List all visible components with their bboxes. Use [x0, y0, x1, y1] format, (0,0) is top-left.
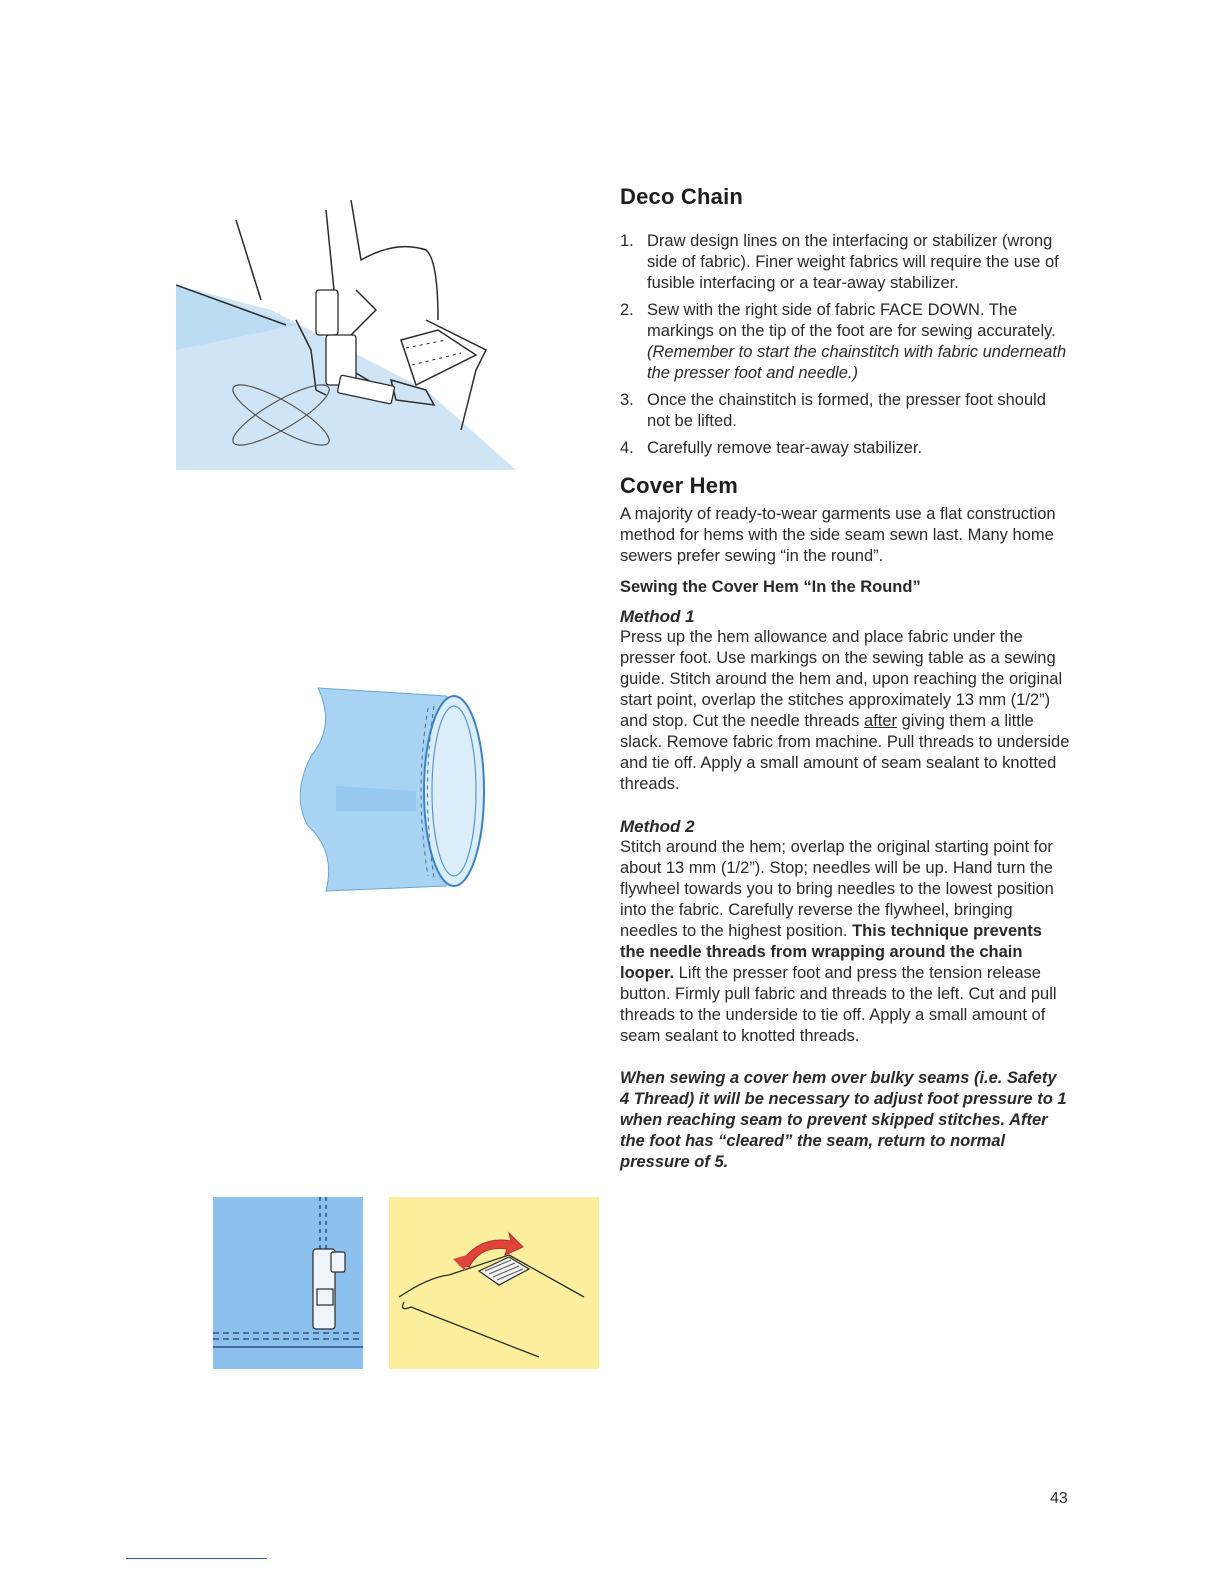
- sleeve-illustration: [296, 686, 486, 896]
- deco-chain-steps: [620, 231, 1070, 459]
- list-item: 1. Draw design lines on the interfacing or stabilizer (wrong side of fabric). Finer weight fabrics will require the use of fusible interfacing or a tear-away stabilizer.: [620, 232, 1059, 292]
- footer-divider: [126, 1558, 267, 1559]
- yellow-background: [389, 1197, 599, 1369]
- method-2-text: Stitch around the hem; overlap the original starting point for about 13 mm (1/2”). Stop; needles will be up. Hand turn the flywheel towards you to bring needles to the lowest position into the fabric. Carefully reverse the flywheel, bringing needles to the highest position. This technique prevents the needle threads from wrapping around the chain looper. Lift the presser foot and press the tension release button. Firmly pull fabric and threads to the left. Cut and pull threads to the underside to tie off. Apply a small amount of seam sealant to knotted threads.: [620, 838, 1057, 1045]
- deco-chain-heading: Deco Chain: [620, 184, 744, 209]
- hem-opening: [424, 696, 484, 886]
- in-the-round-subheading: Sewing the Cover Hem “In the Round”: [620, 578, 921, 596]
- deco-chain-illustration: [176, 190, 516, 470]
- pressure-dial-illustration: [389, 1197, 599, 1369]
- list-item: 2. Sew with the right side of fabric FACE DOWN. The markings on the tip of the foot are for sewing accurately. (Remember to start the chainstitch with fabric underneath the presser foot and needle.): [620, 301, 1067, 382]
- method-2-title: Method 2: [620, 817, 695, 836]
- cover-hem-intro: A majority of ready-to-wear garments use a flat construction method for hems with the side seam sewn last. Many home sewers prefer sewing “in the round”.: [620, 505, 1056, 565]
- foot-over-seam-illustration: [213, 1197, 363, 1369]
- page-number: 43: [1050, 1490, 1068, 1507]
- list-item: 4. Carefully remove tear-away stabilizer.: [620, 439, 923, 457]
- method-1-title: Method 1: [620, 607, 695, 626]
- text-column: [620, 186, 1070, 1173]
- list-item: 3. Once the chainstitch is formed, the presser foot should not be lifted.: [620, 391, 1046, 430]
- method-1-text: Press up the hem allowance and place fabric under the presser foot. Use markings on the sewing table as a sewing guide. Stitch around the hem and, upon reaching the original start point, overlap the stitches approximately 13 mm (1/2”) and stop. Cut the needle threads after giving them a little slack. Remove fabric from machine. Pull threads to underside and tie off. Apply a small amount of seam sealant to knotted threads.: [620, 628, 1070, 793]
- cover-hem-heading: Cover Hem: [620, 473, 738, 498]
- bulky-seam-note: When sewing a cover hem over bulky seams (i.e. Safety 4 Thread) it will be necessary to adjust foot pressure to 1 when reaching seam to prevent skipped stitches. After the foot has “cleared” the seam, return to normal pressure of 5.: [620, 1069, 1067, 1171]
